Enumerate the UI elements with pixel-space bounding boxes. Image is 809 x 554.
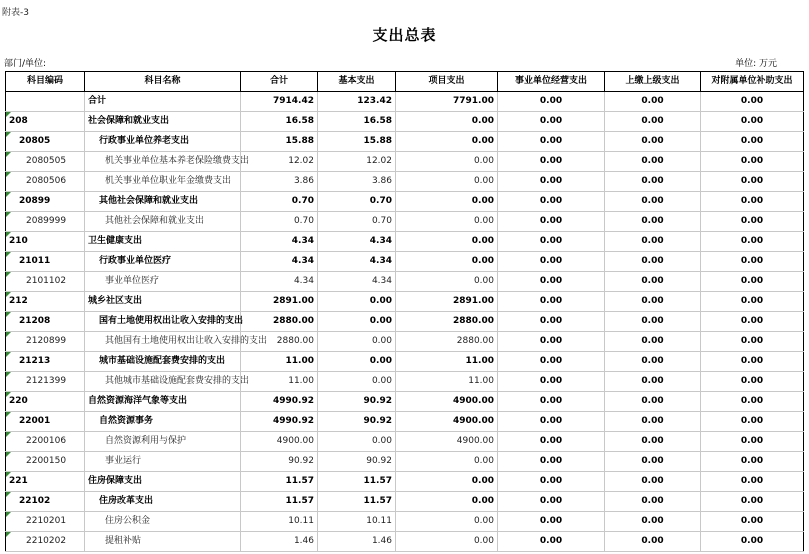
cell-subsidy[interactable]: 0.00	[701, 392, 804, 412]
cell-total[interactable]: 10.11	[241, 512, 318, 532]
cell-total[interactable]: 11.57	[241, 472, 318, 492]
cell-subsidy[interactable]: 0.00	[701, 332, 804, 352]
table-row	[6, 372, 804, 392]
cell-basic[interactable]: 15.88	[318, 132, 396, 152]
table-row	[6, 132, 804, 152]
cell-subsidy[interactable]: 0.00	[701, 312, 804, 332]
cell-subsidy[interactable]: 0.00	[701, 432, 804, 452]
header-total[interactable]: 合计	[241, 72, 318, 92]
cell-code[interactable]: 20805	[6, 132, 85, 152]
cell-code[interactable]: 220	[6, 392, 85, 412]
table-row	[6, 392, 804, 412]
cell-basic[interactable]: 4.34	[318, 272, 396, 292]
cell-code[interactable]: 2080506	[6, 172, 85, 192]
cell-basic[interactable]: 4.34	[318, 252, 396, 272]
cell-code[interactable]: 212	[6, 292, 85, 312]
cell-name[interactable]: 住房公积金	[85, 512, 241, 532]
cell-code[interactable]: 2120899	[6, 332, 85, 352]
table-row	[6, 472, 804, 492]
table-header-row	[6, 72, 804, 92]
cell-subsidy[interactable]: 0.00	[701, 112, 804, 132]
cell-total[interactable]: 0.70	[241, 212, 318, 232]
cell-basic[interactable]: 16.58	[318, 112, 396, 132]
cell-basic[interactable]: 0.00	[318, 312, 396, 332]
cell-total[interactable]: 4.34	[241, 232, 318, 252]
cell-subsidy[interactable]: 0.00	[701, 192, 804, 212]
cell-basic[interactable]: 0.70	[318, 212, 396, 232]
cell-upper[interactable]: 0.00	[605, 92, 701, 112]
cell-total[interactable]: 15.88	[241, 132, 318, 152]
attachment-note: 附表-3	[2, 8, 29, 18]
cell-name[interactable]: 行政事业单位医疗	[85, 252, 241, 272]
cell-project[interactable]: 0.00	[396, 452, 498, 472]
cell-business[interactable]: 0.00	[498, 352, 605, 372]
cell-name[interactable]: 机关事业单位职业年金缴费支出	[85, 172, 241, 192]
cell-code[interactable]: 2210201	[6, 512, 85, 532]
cell-business[interactable]: 0.00	[498, 452, 605, 472]
cell-subsidy[interactable]: 0.00	[701, 212, 804, 232]
cell-total[interactable]: 16.58	[241, 112, 318, 132]
cell-project[interactable]: 11.00	[396, 352, 498, 372]
cell-upper[interactable]: 0.00	[605, 312, 701, 332]
cell-subsidy[interactable]: 0.00	[701, 152, 804, 172]
cell-basic[interactable]: 123.42	[318, 92, 396, 112]
cell-name[interactable]: 卫生健康支出	[85, 232, 241, 252]
cell-upper[interactable]: 0.00	[605, 392, 701, 412]
header-code[interactable]: 科目编码	[6, 72, 85, 92]
cell-project[interactable]: 4900.00	[396, 432, 498, 452]
table-row	[6, 192, 804, 212]
cell-code[interactable]: 2210202	[6, 532, 85, 552]
cell-subsidy[interactable]: 0.00	[701, 512, 804, 532]
cell-business[interactable]: 0.00	[498, 292, 605, 312]
cell-code[interactable]: 2200150	[6, 452, 85, 472]
cell-project[interactable]: 0.00	[396, 472, 498, 492]
cell-name[interactable]: 其他社会保障和就业支出	[85, 192, 241, 212]
table-row	[6, 232, 804, 252]
cell-upper[interactable]: 0.00	[605, 372, 701, 392]
cell-project[interactable]: 0.00	[396, 272, 498, 292]
cell-total[interactable]: 1.46	[241, 532, 318, 552]
cell-business[interactable]: 0.00	[498, 192, 605, 212]
cell-code[interactable]: 2121399	[6, 372, 85, 392]
cell-total[interactable]: 11.57	[241, 492, 318, 512]
cell-total[interactable]: 4990.92	[241, 392, 318, 412]
cell-subsidy[interactable]: 0.00	[701, 172, 804, 192]
cell-upper[interactable]: 0.00	[605, 212, 701, 232]
cell-total[interactable]: 4990.92	[241, 412, 318, 432]
cell-basic[interactable]: 0.00	[318, 432, 396, 452]
cell-upper[interactable]: 0.00	[605, 452, 701, 472]
table-row	[6, 272, 804, 292]
cell-business[interactable]: 0.00	[498, 232, 605, 252]
cell-total[interactable]: 4.34	[241, 252, 318, 272]
header-subsidy[interactable]: 对附属单位补助支出	[701, 72, 804, 92]
cell-basic[interactable]: 10.11	[318, 512, 396, 532]
cell-subsidy[interactable]: 0.00	[701, 412, 804, 432]
cell-upper[interactable]: 0.00	[605, 192, 701, 212]
table-row	[6, 172, 804, 192]
cell-basic[interactable]: 11.57	[318, 492, 396, 512]
cell-subsidy[interactable]: 0.00	[701, 532, 804, 552]
cell-project[interactable]: 2880.00	[396, 332, 498, 352]
cell-project[interactable]: 0.00	[396, 252, 498, 272]
page-title: 支出总表	[372, 26, 437, 44]
cell-business[interactable]: 0.00	[498, 312, 605, 332]
table-row	[6, 452, 804, 472]
cell-business[interactable]: 0.00	[498, 212, 605, 232]
cell-subsidy[interactable]: 0.00	[701, 132, 804, 152]
cell-business[interactable]: 0.00	[498, 272, 605, 292]
cell-name[interactable]: 自然资源海洋气象等支出	[85, 392, 241, 412]
table-row	[6, 332, 804, 352]
cell-upper[interactable]: 0.00	[605, 532, 701, 552]
cell-code[interactable]: 208	[6, 112, 85, 132]
cell-project[interactable]: 4900.00	[396, 392, 498, 412]
cell-total[interactable]: 2880.00	[241, 312, 318, 332]
table-row	[6, 432, 804, 452]
cell-subsidy[interactable]: 0.00	[701, 352, 804, 372]
cell-name[interactable]: 事业运行	[85, 452, 241, 472]
cell-name[interactable]: 城市基础设施配套费安排的支出	[85, 352, 241, 372]
cell-upper[interactable]: 0.00	[605, 412, 701, 432]
table-row	[6, 532, 804, 552]
department-label: 部门/单位:	[4, 59, 47, 69]
cell-basic[interactable]: 1.46	[318, 532, 396, 552]
cell-business[interactable]: 0.00	[498, 132, 605, 152]
cell-project[interactable]: 0.00	[396, 532, 498, 552]
cell-basic[interactable]: 4.34	[318, 232, 396, 252]
cell-project[interactable]: 0.00	[396, 172, 498, 192]
table-row	[6, 492, 804, 512]
cell-basic[interactable]: 0.70	[318, 192, 396, 212]
cell-total[interactable]: 12.02	[241, 152, 318, 172]
cell-basic[interactable]: 0.00	[318, 292, 396, 312]
cell-project[interactable]: 0.00	[396, 192, 498, 212]
cell-business[interactable]: 0.00	[498, 152, 605, 172]
cell-business[interactable]: 0.00	[498, 252, 605, 272]
cell-upper[interactable]: 0.00	[605, 352, 701, 372]
header-project[interactable]: 项目支出	[396, 72, 498, 92]
unit-label: 单位: 万元	[735, 59, 777, 69]
cell-upper[interactable]: 0.00	[605, 492, 701, 512]
table-row	[6, 252, 804, 272]
cell-business[interactable]: 0.00	[498, 512, 605, 532]
cell-total[interactable]: 90.92	[241, 452, 318, 472]
cell-code[interactable]: 22001	[6, 412, 85, 432]
table-row	[6, 412, 804, 432]
cell-upper[interactable]: 0.00	[605, 152, 701, 172]
header-business[interactable]: 事业单位经营支出	[498, 72, 605, 92]
cell-total[interactable]: 2891.00	[241, 292, 318, 312]
cell-subsidy[interactable]: 0.00	[701, 372, 804, 392]
cell-name[interactable]: 其他国有土地使用权出让收入安排的支出	[85, 332, 241, 352]
cell-total[interactable]: 11.00	[241, 372, 318, 392]
expenditure-table	[5, 71, 804, 552]
cell-project[interactable]: 0.00	[396, 152, 498, 172]
cell-upper[interactable]: 0.00	[605, 232, 701, 252]
cell-project[interactable]: 4900.00	[396, 412, 498, 432]
cell-name[interactable]: 行政事业单位养老支出	[85, 132, 241, 152]
cell-name[interactable]: 自然资源利用与保护	[85, 432, 241, 452]
cell-subsidy[interactable]: 0.00	[701, 292, 804, 312]
cell-project[interactable]: 11.00	[396, 372, 498, 392]
cell-total[interactable]: 4.34	[241, 272, 318, 292]
cell-basic[interactable]: 90.92	[318, 412, 396, 432]
cell-project[interactable]: 0.00	[396, 232, 498, 252]
cell-total[interactable]: 11.00	[241, 352, 318, 372]
cell-business[interactable]: 0.00	[498, 92, 605, 112]
cell-code[interactable]	[6, 92, 85, 112]
cell-name[interactable]: 合计	[85, 92, 241, 112]
cell-business[interactable]: 0.00	[498, 172, 605, 192]
cell-business[interactable]: 0.00	[498, 372, 605, 392]
cell-business[interactable]: 0.00	[498, 472, 605, 492]
cell-basic[interactable]: 90.92	[318, 452, 396, 472]
cell-name[interactable]: 城乡社区支出	[85, 292, 241, 312]
cell-total[interactable]: 7914.42	[241, 92, 318, 112]
cell-code[interactable]: 210	[6, 232, 85, 252]
cell-upper[interactable]: 0.00	[605, 472, 701, 492]
cell-basic[interactable]: 12.02	[318, 152, 396, 172]
cell-business[interactable]: 0.00	[498, 532, 605, 552]
cell-total[interactable]: 4900.00	[241, 432, 318, 452]
table-row	[6, 352, 804, 372]
cell-upper[interactable]: 0.00	[605, 512, 701, 532]
cell-upper[interactable]: 0.00	[605, 252, 701, 272]
cell-name[interactable]: 社会保障和就业支出	[85, 112, 241, 132]
cell-name[interactable]: 其他城市基础设施配套费安排的支出	[85, 372, 241, 392]
header-name[interactable]: 科目名称	[85, 72, 241, 92]
cell-name[interactable]: 国有土地使用权出让收入安排的支出	[85, 312, 241, 332]
cell-total[interactable]: 3.86	[241, 172, 318, 192]
cell-code[interactable]: 2089999	[6, 212, 85, 232]
cell-code[interactable]: 22102	[6, 492, 85, 512]
cell-project[interactable]: 0.00	[396, 212, 498, 232]
header-basic[interactable]: 基本支出	[318, 72, 396, 92]
cell-code[interactable]: 2101102	[6, 272, 85, 292]
cell-code[interactable]: 2200106	[6, 432, 85, 452]
cell-code[interactable]: 20899	[6, 192, 85, 212]
cell-subsidy[interactable]: 0.00	[701, 252, 804, 272]
table-row	[6, 312, 804, 332]
cell-upper[interactable]: 0.00	[605, 172, 701, 192]
cell-subsidy[interactable]: 0.00	[701, 472, 804, 492]
cell-subsidy[interactable]: 0.00	[701, 452, 804, 472]
cell-basic[interactable]: 0.00	[318, 372, 396, 392]
cell-name[interactable]: 住房保障支出	[85, 472, 241, 492]
cell-name[interactable]: 住房改革支出	[85, 492, 241, 512]
table-row	[6, 292, 804, 312]
cell-upper[interactable]: 0.00	[605, 112, 701, 132]
cell-project[interactable]: 0.00	[396, 512, 498, 532]
cell-upper[interactable]: 0.00	[605, 132, 701, 152]
table-row	[6, 512, 804, 532]
cell-name[interactable]: 自然资源事务	[85, 412, 241, 432]
cell-project[interactable]: 2880.00	[396, 312, 498, 332]
cell-code[interactable]: 21213	[6, 352, 85, 372]
cell-total[interactable]: 0.70	[241, 192, 318, 212]
table-row	[6, 112, 804, 132]
cell-basic[interactable]: 0.00	[318, 332, 396, 352]
cell-project[interactable]: 2891.00	[396, 292, 498, 312]
cell-business[interactable]: 0.00	[498, 412, 605, 432]
cell-subsidy[interactable]: 0.00	[701, 232, 804, 252]
table-row	[6, 152, 804, 172]
cell-business[interactable]: 0.00	[498, 112, 605, 132]
cell-name[interactable]: 其他社会保障和就业支出	[85, 212, 241, 232]
cell-name[interactable]: 事业单位医疗	[85, 272, 241, 292]
cell-basic[interactable]: 3.86	[318, 172, 396, 192]
cell-upper[interactable]: 0.00	[605, 432, 701, 452]
cell-code[interactable]: 21208	[6, 312, 85, 332]
table-row	[6, 212, 804, 232]
cell-subsidy[interactable]: 0.00	[701, 492, 804, 512]
cell-business[interactable]: 0.00	[498, 392, 605, 412]
cell-code[interactable]: 2080505	[6, 152, 85, 172]
cell-subsidy[interactable]: 0.00	[701, 92, 804, 112]
cell-project[interactable]: 0.00	[396, 492, 498, 512]
cell-total[interactable]: 2880.00	[241, 332, 318, 352]
cell-project[interactable]: 7791.00	[396, 92, 498, 112]
cell-name[interactable]: 机关事业单位基本养老保险缴费支出	[85, 152, 241, 172]
header-upper[interactable]: 上缴上级支出	[605, 72, 701, 92]
cell-business[interactable]: 0.00	[498, 432, 605, 452]
cell-business[interactable]: 0.00	[498, 492, 605, 512]
cell-upper[interactable]: 0.00	[605, 292, 701, 312]
cell-basic[interactable]: 0.00	[318, 352, 396, 372]
cell-upper[interactable]: 0.00	[605, 272, 701, 292]
cell-project[interactable]: 0.00	[396, 112, 498, 132]
cell-business[interactable]: 0.00	[498, 332, 605, 352]
cell-basic[interactable]: 11.57	[318, 472, 396, 492]
table-row	[6, 92, 804, 112]
cell-project[interactable]: 0.00	[396, 132, 498, 152]
cell-basic[interactable]: 90.92	[318, 392, 396, 412]
cell-subsidy[interactable]: 0.00	[701, 272, 804, 292]
cell-code[interactable]: 221	[6, 472, 85, 492]
cell-name[interactable]: 提租补贴	[85, 532, 241, 552]
cell-upper[interactable]: 0.00	[605, 332, 701, 352]
cell-code[interactable]: 21011	[6, 252, 85, 272]
